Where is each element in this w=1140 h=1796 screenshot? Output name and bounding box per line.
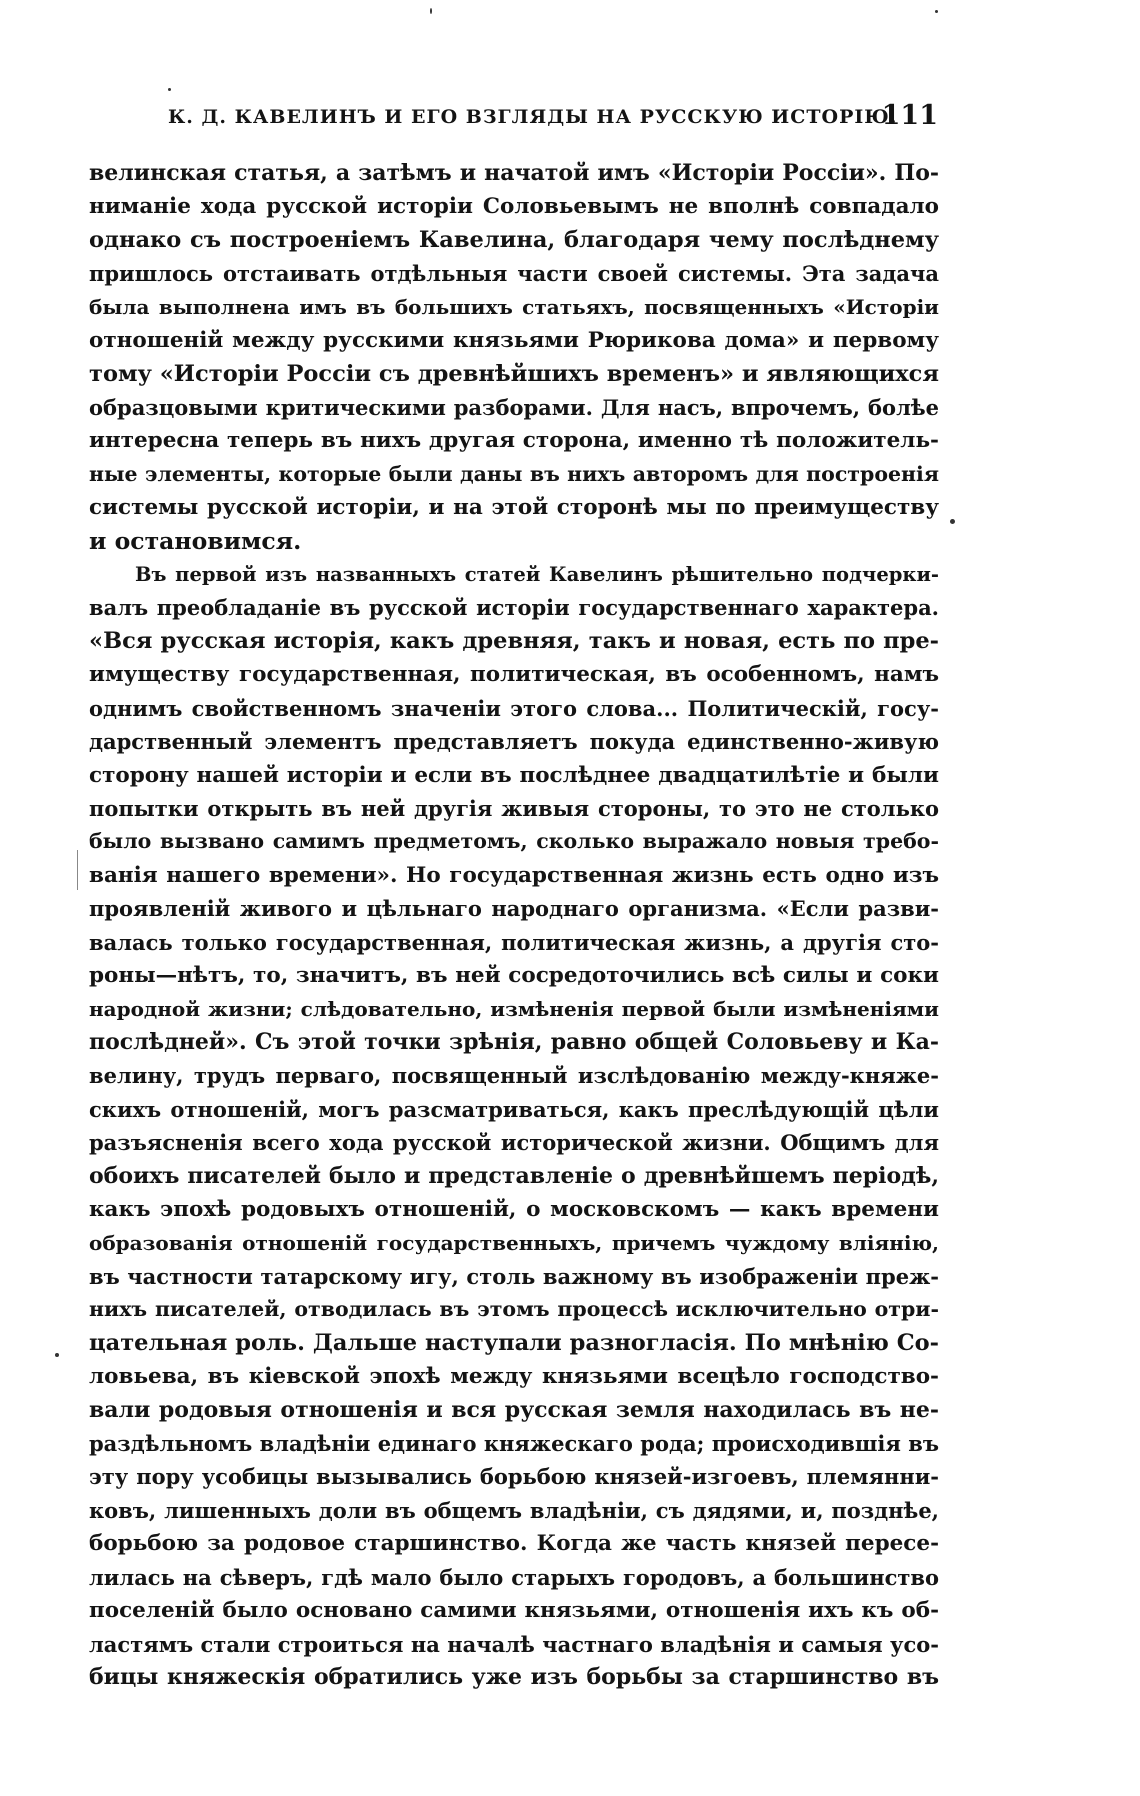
text-line: ные элементы, которые были даны въ нихъ авторомъ для построенія <box>89 461 939 486</box>
body-text <box>89 157 939 1694</box>
text-line: тому «Исторіи Россіи съ древнѣйшихъ временъ» и являющихся <box>89 360 939 387</box>
text-line: интересна теперь въ нихъ другая сторона, именно тѣ положитель- <box>89 428 939 454</box>
text-line: ластямъ стали строиться на началѣ частнаго владѣнія и самыя усо- <box>89 1631 939 1657</box>
text-line: народной жизни; слѣдовательно, измѣненія первой были измѣненіями <box>89 996 939 1021</box>
scan-speck <box>950 519 955 524</box>
scan-speck <box>935 10 938 13</box>
text-line: было вызвано самимъ предметомъ, сколько выражало новыя требо- <box>89 829 939 854</box>
text-line: вали родовыя отношенія и вся русская земля находилась въ не- <box>89 1396 939 1423</box>
text-line: лилась на сѣверъ, гдѣ мало было старыхъ городовъ, а большинство <box>89 1564 939 1590</box>
text-line: бицы княжескія обратились уже изъ борьбы за старшинство въ <box>89 1663 939 1690</box>
paragraph-end-line: и остановимся. <box>89 526 302 555</box>
text-line: поселеній было основано самими князьями, отношенія ихъ къ об- <box>89 1598 939 1624</box>
page-number: 111 <box>881 100 938 131</box>
text-line: ванія нашего времени». Но государственная жизнь есть одно изъ <box>89 862 939 888</box>
text-line: была выполнена имъ въ большихъ статьяхъ, посвященныхъ «Исторіи <box>89 294 939 319</box>
text-line: имуществу государственная, политическая, въ особенномъ, намъ <box>89 662 939 688</box>
text-line: «Вся русская исторія, какъ древняя, такъ и новая, есть по пре- <box>89 627 939 654</box>
scan-speck <box>430 8 432 14</box>
text-line: дарственный элементъ представляетъ покуда единственно-живую <box>89 729 939 755</box>
text-line: однимъ свойственномъ значеніи этого слова... Политическій, госу- <box>89 695 939 721</box>
text-line: велинская статья, а затѣмъ и начатой имъ «Исторіи Россіи». По- <box>89 160 939 186</box>
text-line: отношеній между русскими князьями Рюрикова дома» и первому <box>89 328 939 354</box>
text-line: скихъ отношеній, могъ разсматриваться, какъ преслѣдующій цѣли <box>89 1096 939 1122</box>
running-title: К. Д. КАВЕЛИНЪ И ЕГО ВЗГЛЯДЫ НА РУССКУЮ ИСТОРІЮ. <box>168 106 898 128</box>
text-line: валъ преобладаніе въ русской исторіи государственнаго характера. <box>89 595 939 621</box>
scan-speck <box>55 1353 59 1357</box>
text-line: образцовыми критическими разборами. Для насъ, впрочемъ, болѣе <box>89 394 939 420</box>
scan-speck <box>168 88 171 91</box>
text-line: раздѣльномъ владѣніи единаго княжескаго рода; происходившія въ <box>89 1431 939 1457</box>
text-line: нихъ писателей, отводилась въ этомъ процессѣ исключительно отри- <box>89 1297 939 1322</box>
text-line: проявленій живого и цѣльнаго народнаго организма. «Если разви- <box>89 896 939 922</box>
text-line: обоихъ писателей было и представленіе о древнѣйшемъ періодѣ, <box>89 1162 939 1189</box>
text-line: эту пору усобицы вызывались борьбою князей-изгоевъ, племянни- <box>89 1464 939 1490</box>
text-line: попытки открыть въ ней другія живыя стороны, то это не столько <box>89 796 939 822</box>
text-line: борьбою за родовое старшинство. Когда же часть князей пересе- <box>89 1531 939 1557</box>
text-line: цательная роль. Дальше наступали разногласія. По мнѣнію Со- <box>89 1329 939 1356</box>
text-line: роны—нѣтъ, то, значитъ, въ ней сосредоточились всѣ силы и соки <box>89 963 939 989</box>
text-line: въ частности татарскому игу, столь важному въ изображеніи преж- <box>89 1263 939 1289</box>
text-line: какъ эпохѣ родовыхъ отношеній, о московскомъ — какъ времени <box>89 1197 939 1223</box>
text-line: ниманіе хода русской исторіи Соловьевымъ не вполнѣ совпадало <box>89 194 939 220</box>
text-line: разъясненія всего хода русской исторической жизни. Общимъ для <box>89 1130 939 1156</box>
text-line: сторону нашей исторіи и если въ послѣднее двадцатилѣтіе и были <box>89 762 939 788</box>
text-line: пришлось отстаивать отдѣльныя части своей системы. Эта задача <box>89 261 939 287</box>
text-line: послѣдней». Съ этой точки зрѣнія, равно общей Соловьеву и Ка- <box>89 1028 939 1055</box>
paragraph-start-line: Въ первой изъ названныхъ статей Кавелинъ рѣшительно подчерки- <box>135 563 939 587</box>
text-line: ловьева, въ кіевской эпохѣ между князьями всецѣло господство- <box>89 1364 939 1390</box>
text-line: образованія отношеній государственныхъ, причемъ чуждому вліянію, <box>89 1230 939 1255</box>
running-header <box>168 100 938 136</box>
text-line: однако съ построеніемъ Кавелина, благодаря чему послѣднему <box>89 226 939 253</box>
scan-speck <box>77 850 78 890</box>
text-line: системы русской исторіи, и на этой сторонѣ мы по преимуществу <box>89 495 939 521</box>
text-line: ковъ, лишенныхъ доли въ общемъ владѣніи, съ дядями, и, позднѣе, <box>89 1497 939 1523</box>
text-line: велину, трудъ перваго, посвященный изслѣдованію между-княже- <box>89 1063 939 1089</box>
text-line: валась только государственная, политическая жизнь, а другія сто- <box>89 929 939 955</box>
